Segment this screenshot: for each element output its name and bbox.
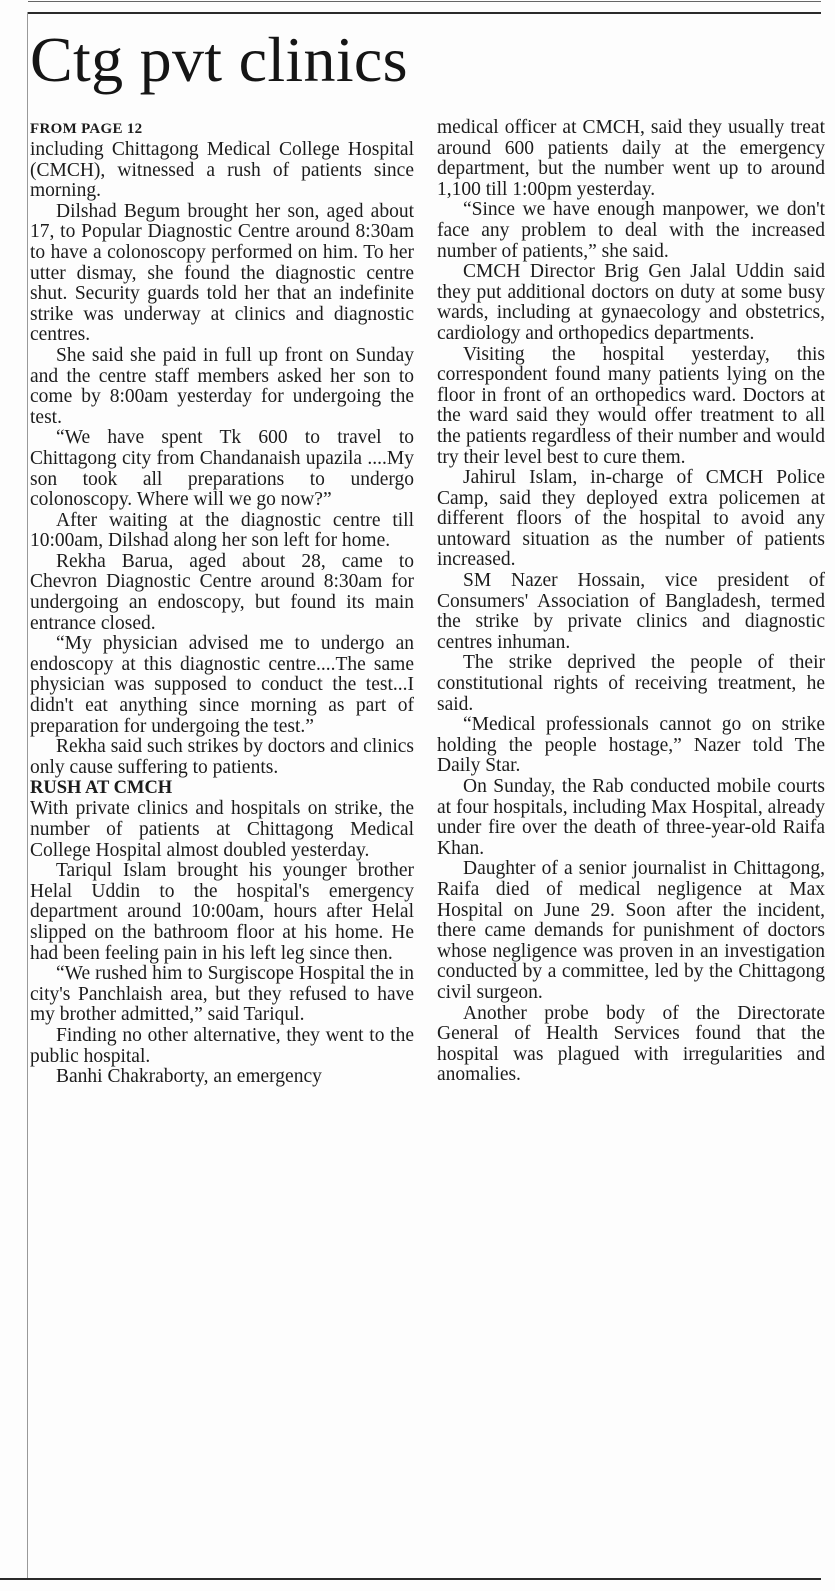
left-column	[30, 118, 414, 1088]
article-paragraph: After waiting at the diagnostic centre till 10:00am, Dilshad along her son left for home.	[30, 509, 414, 552]
article-paragraph: The strike deprived the people of their constitutional rights of receiving treatment, he said.	[437, 652, 825, 715]
article-paragraph: “My physician advised me to undergo an endoscopy at this diagnostic centre....The same physician was supposed to conduct the test...I didn't eat anything since morning as part of preparation for undergoing the test.”	[30, 633, 414, 737]
article-paragraph: With private clinics and hospitals on strike, the number of patients at Chittagong Medical College Hospital almost doubled yesterday.	[30, 798, 414, 861]
article-paragraph: On Sunday, the Rab conducted mobile courts at four hospitals, including Max Hospital, already under fire over the death of three-year-old Raifa Khan.	[437, 776, 825, 859]
article-paragraph: Visiting the hospital yesterday, this correspondent found many patients lying on the floor in front of an orthopedics ward. Doctors at the ward said they would offer treatment to all the patients regardless of their number and would try their level best to cure them.	[437, 343, 825, 468]
article-paragraph: Rekha said such strikes by doctors and clinics only cause suffering to patients.	[30, 736, 414, 778]
left-column-body	[30, 140, 414, 778]
article-paragraph: Dilshad Begum brought her son, aged about 17, to Popular Diagnostic Centre around 8:30am to have a colonoscopy performed on him. To her utter dismay, she found the diagnostic centre shut. Security guards told her that an indefinite strike was underway at clinics and diagnostic centres.	[30, 200, 414, 346]
article-paragraph: “We rushed him to Surgiscope Hospital the in city's Panchlaish area, but they refused to have my brother admitted,” said Tariqul.	[30, 963, 414, 1026]
article-paragraph: Finding no other alternative, they went to the public hospital.	[30, 1024, 414, 1067]
headline: Ctg pvt clinics	[30, 24, 408, 95]
jump-line: FROM PAGE 12	[30, 121, 143, 137]
right-column	[437, 118, 825, 1086]
article-paragraph: Banhi Chakraborty, an emergency	[56, 1066, 322, 1088]
left-column-body-after-subhead	[30, 799, 414, 1087]
article-paragraph: “Since we have enough manpower, we don't face any problem to deal with the increased number of patients,” she said.	[437, 199, 825, 262]
article-paragraph: “We have spent Tk 600 to travel to Chittagong city from Chandanaish upazila ....My son took all preparations to undergo colonoscopy. Where will we go now?”	[30, 427, 414, 511]
subhead: RUSH AT CMCH	[30, 778, 173, 799]
top-rule	[28, 12, 821, 14]
article-paragraph: “Medical professionals cannot go on strike holding the people hostage,” Nazer told The Daily Star.	[437, 714, 825, 777]
article-paragraph: Daughter of a senior journalist in Chittagong, Raifa died of medical negligence at Max Hospital on June 29. Soon after the incident, there came demands for punishment of doctors whose negligence was proven in an investigation conducted by a committee, led by the Chittagong civil surgeon.	[437, 858, 825, 1003]
article-paragraph: CMCH Director Brig Gen Jalal Uddin said they put additional doctors on duty at some busy wards, including at gynaecology and obstetrics, cardiology and orthopedics departments.	[437, 261, 825, 344]
left-column-rule	[27, 12, 28, 1578]
article-paragraph: Jahirul Islam, in-charge of CMCH Police Camp, said they deployed extra policemen at different floors of the hospital to avoid any untoward situation as the number of patients increased.	[437, 467, 825, 571]
article-paragraph: Rekha Barua, aged about 28, came to Chevron Diagnostic Centre around 8:30am for undergoing an endoscopy, but found its main entrance closed.	[30, 550, 414, 634]
top-edge-rule	[28, 1, 821, 2]
article-paragraph: Another probe body of the Directorate General of Health Services found that the hospital was plagued with irregularities and anomalies.	[437, 1002, 825, 1086]
article-paragraph: She said she paid in full up front on Sunday and the centre staff members asked her son to come by 8:00am yesterday for undergoing the test.	[30, 344, 414, 428]
article-paragraph: including Chittagong Medical College Hospital (CMCH), witnessed a rush of patients since morning.	[30, 139, 414, 202]
article-paragraph: Tariqul Islam brought his younger brother Helal Uddin to the hospital's emergency department around 10:00am, hours after Helal slipped on the bathroom floor at his home. He had been feeling pain in his left leg since then.	[30, 860, 414, 964]
right-column-body	[437, 118, 825, 1086]
article-paragraph: SM Nazer Hossain, vice president of Consumers' Association of Bangladesh, termed the strike by private clinics and diagnostic centres inhuman.	[437, 570, 825, 653]
bottom-rule	[0, 1578, 821, 1580]
article-paragraph: medical officer at CMCH, said they usually treat around 600 patients daily at the emergency department, but the number went up to around 1,100 till 1:00pm yesterday.	[437, 117, 825, 200]
